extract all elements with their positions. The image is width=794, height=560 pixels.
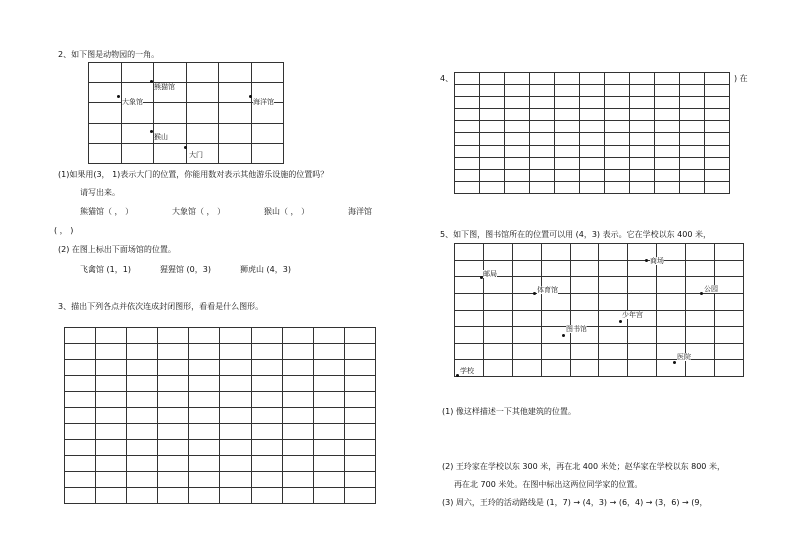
q2-title: 2、如下图是动物园的一角。 bbox=[58, 50, 160, 59]
q5-map-grid bbox=[454, 243, 744, 377]
hospital-point bbox=[673, 361, 676, 364]
fill-panda: 熊猫馆（ ， ） bbox=[80, 207, 134, 216]
hospital-label: 医院 bbox=[677, 353, 691, 361]
library-point bbox=[562, 334, 565, 337]
school-label: 学校 bbox=[460, 367, 474, 375]
q5-sub3: (3) 周六，王玲的活动路线是 (1，7) → (4，3) → (6，4) → (3，6) → (9， bbox=[442, 498, 708, 507]
q2-sub2: (2) 在图上标出下面场馆的位置。 bbox=[58, 245, 176, 254]
q4-grid bbox=[454, 72, 730, 194]
q3-title: 3、描出下列各点并依次连成封闭图形，看看是什么图形。 bbox=[58, 302, 264, 311]
q2-sub1-line1: (1)如果用(3， 1)表示大门的位置，你能用数对表示其他游乐设施的位置吗？ bbox=[58, 170, 329, 179]
monkey-label: 猴山 bbox=[154, 133, 168, 141]
panda-point bbox=[150, 80, 153, 83]
gym-point bbox=[533, 292, 536, 295]
q5-title: 5、如下图，图书馆所在的位置可以用 (4，3) 表示。它在学校以东 400 米， bbox=[440, 230, 711, 239]
place-aviary: 飞禽馆 (1，1) bbox=[80, 265, 131, 274]
place-ape: 猩猩馆 (0，3) bbox=[160, 265, 211, 274]
q5-sub1: (1) 像这样描述一下其他建筑的位置。 bbox=[442, 407, 576, 416]
q3-grid bbox=[64, 327, 376, 504]
elephant-label: 大象馆 bbox=[122, 98, 143, 106]
fill-ocean: 海洋馆 bbox=[348, 207, 372, 216]
fill-elephant: 大象馆（ ， ） bbox=[172, 207, 226, 216]
gym-label: 体育馆 bbox=[537, 286, 558, 294]
mall-label: 商场 bbox=[650, 257, 664, 265]
gate-label: 大门 bbox=[189, 151, 203, 159]
gate-point bbox=[184, 146, 187, 149]
ocean-label: 海洋馆 bbox=[253, 98, 274, 106]
youth-point bbox=[619, 320, 622, 323]
school-point bbox=[456, 374, 459, 377]
youth-label: 少年宫 bbox=[622, 311, 643, 319]
elephant-point bbox=[117, 95, 120, 98]
mall-point bbox=[645, 259, 648, 262]
q5-sub2-line2: 再在北 700 米处。在图中标出这两位同学家的位置。 bbox=[454, 480, 643, 489]
fill-monkey: 猴山（ ， ） bbox=[264, 207, 310, 216]
fill-ocean-tail: ( ， ) bbox=[54, 226, 74, 235]
q2-sub1-line2: 请写出来。 bbox=[80, 188, 120, 197]
park-label: 公园 bbox=[704, 285, 718, 293]
q4-tail: ) 在 bbox=[734, 74, 748, 83]
library-label: 图书馆 bbox=[566, 325, 587, 333]
monkey-point bbox=[150, 130, 153, 133]
panda-label: 熊猫馆 bbox=[154, 83, 175, 91]
q4-number: 4、 bbox=[440, 74, 454, 83]
place-lion: 狮虎山 (4，3) bbox=[240, 265, 291, 274]
park-point bbox=[700, 292, 703, 295]
ocean-point bbox=[249, 95, 252, 98]
q5-sub2-line1: (2) 王玲家在学校以东 300 米，再在北 400 米处；赵华家在学校以东 800 米， bbox=[442, 462, 725, 471]
post-label: 邮局 bbox=[483, 270, 497, 278]
